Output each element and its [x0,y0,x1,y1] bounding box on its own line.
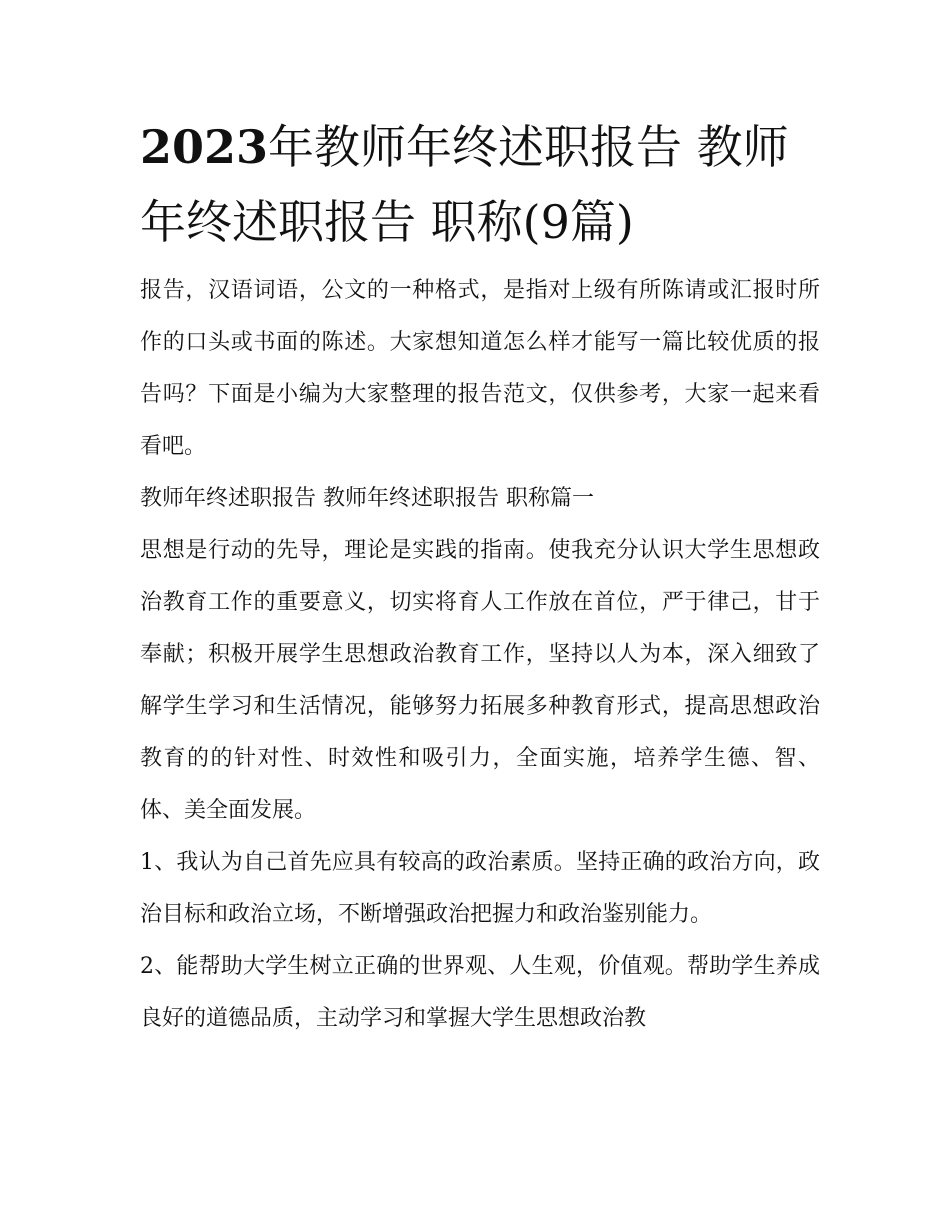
body-paragraph: 思想是行动的先导，理论是实践的指南。使我充分认识大学生思想政治教育工作的重要意义，切实将育人工作放在首位，严于律己，甘于奉献；积极开展学生思想政治教育工作，坚持以人为本，深入细致了解学生学习和生活情况，能够努力拓展多种教育形式，提高思想政治教育的的针对性、时效性和吸引力，全面实施，培养学生德、智、体、美全面发展。 [140,538,820,823]
intro-paragraph: 报告，汉语词语，公文的一种格式，是指对上级有所陈请或汇报时所作的口头或书面的陈述。大家想知道怎么样才能写一篇比较优质的报告吗？下面是小编为大家整理的报告范文，仅供参考，大家一起来看看吧。 [140,278,820,459]
title-year: 2023 [140,120,269,174]
document-title [140,110,820,260]
section-heading: 教师年终述职报告 教师年终述职报告 职称篇一 [140,486,594,511]
list-item-2: 2、能帮助大学生树立正确的世界观、人生观，价值观。帮助学生养成良好的道德品质，主动学习和掌握大学生思想政治教 [140,954,820,1031]
title-text: 年教师年终述职报告 教师年终述职报告 职称(9篇) [140,120,789,249]
list-item-1: 1、我认为自己首先应具有较高的政治素质。坚持正确的政治方向，政治目标和政治立场，不断增强政治把握力和政治鉴别能力。 [140,850,820,927]
document-page [140,110,820,1045]
